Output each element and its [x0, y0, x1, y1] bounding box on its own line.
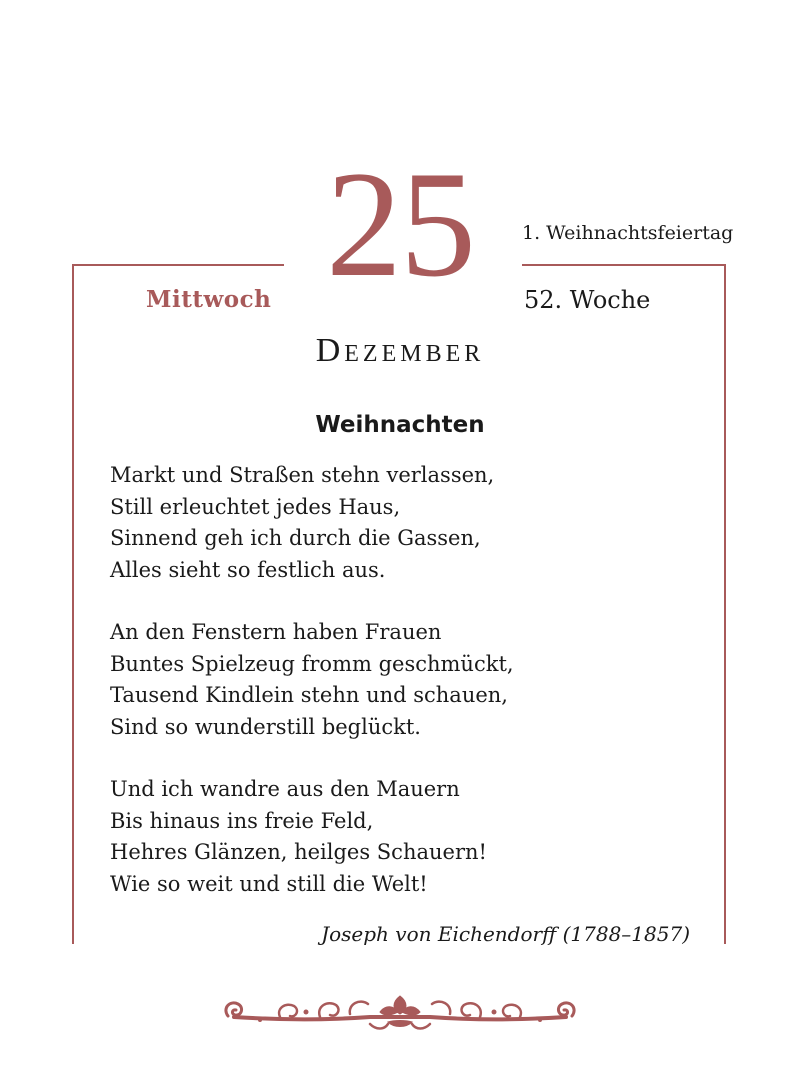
poem-stanza [110, 774, 710, 900]
poem-body [110, 460, 710, 900]
poem-line: Sinnend geh ich durch die Gassen, [110, 526, 481, 550]
holiday-label: 1. Weihnachtsfeiertag [522, 222, 734, 244]
poem-line: Alles sieht so festlich aus. [110, 557, 386, 582]
week-number-label: 52. Woche [524, 286, 651, 314]
frame-top-right-line [522, 264, 726, 266]
poem-title: Weihnachten [315, 412, 485, 438]
poem-line: Sind so wunderstill beglückt. [110, 714, 421, 739]
poem-line: Hehres Glänzen, heilges Schauern! [110, 840, 487, 864]
poem-line: Still erleuchtet jedes Haus, [110, 494, 401, 519]
poem-line: An den Fenstern haben Frauen [110, 620, 442, 644]
poem-line: Tausend Kindlein stehn und schauen, [110, 683, 508, 707]
poem-line: Buntes Spielzeug fromm geschmückt, [110, 651, 514, 676]
poem-stanza [110, 460, 710, 586]
month-label: Dezember [315, 332, 485, 369]
poem-stanza [110, 617, 710, 743]
poem-line: Bis hinaus ins freie Feld, [110, 808, 374, 833]
ornament-divider-icon [220, 990, 580, 1034]
poem-line: Und ich wandre aus den Mauern [110, 777, 460, 801]
frame-top-left-line [72, 264, 284, 266]
weekday-label: Mittwoch [146, 286, 272, 313]
poem-line: Markt und Straßen stehn verlassen, [110, 463, 495, 487]
poem-line: Wie so weit und still die Welt! [110, 871, 428, 896]
day-number: 25 [326, 140, 474, 308]
poem-author: Joseph von Eichendorff (1788–1857) [321, 922, 690, 946]
